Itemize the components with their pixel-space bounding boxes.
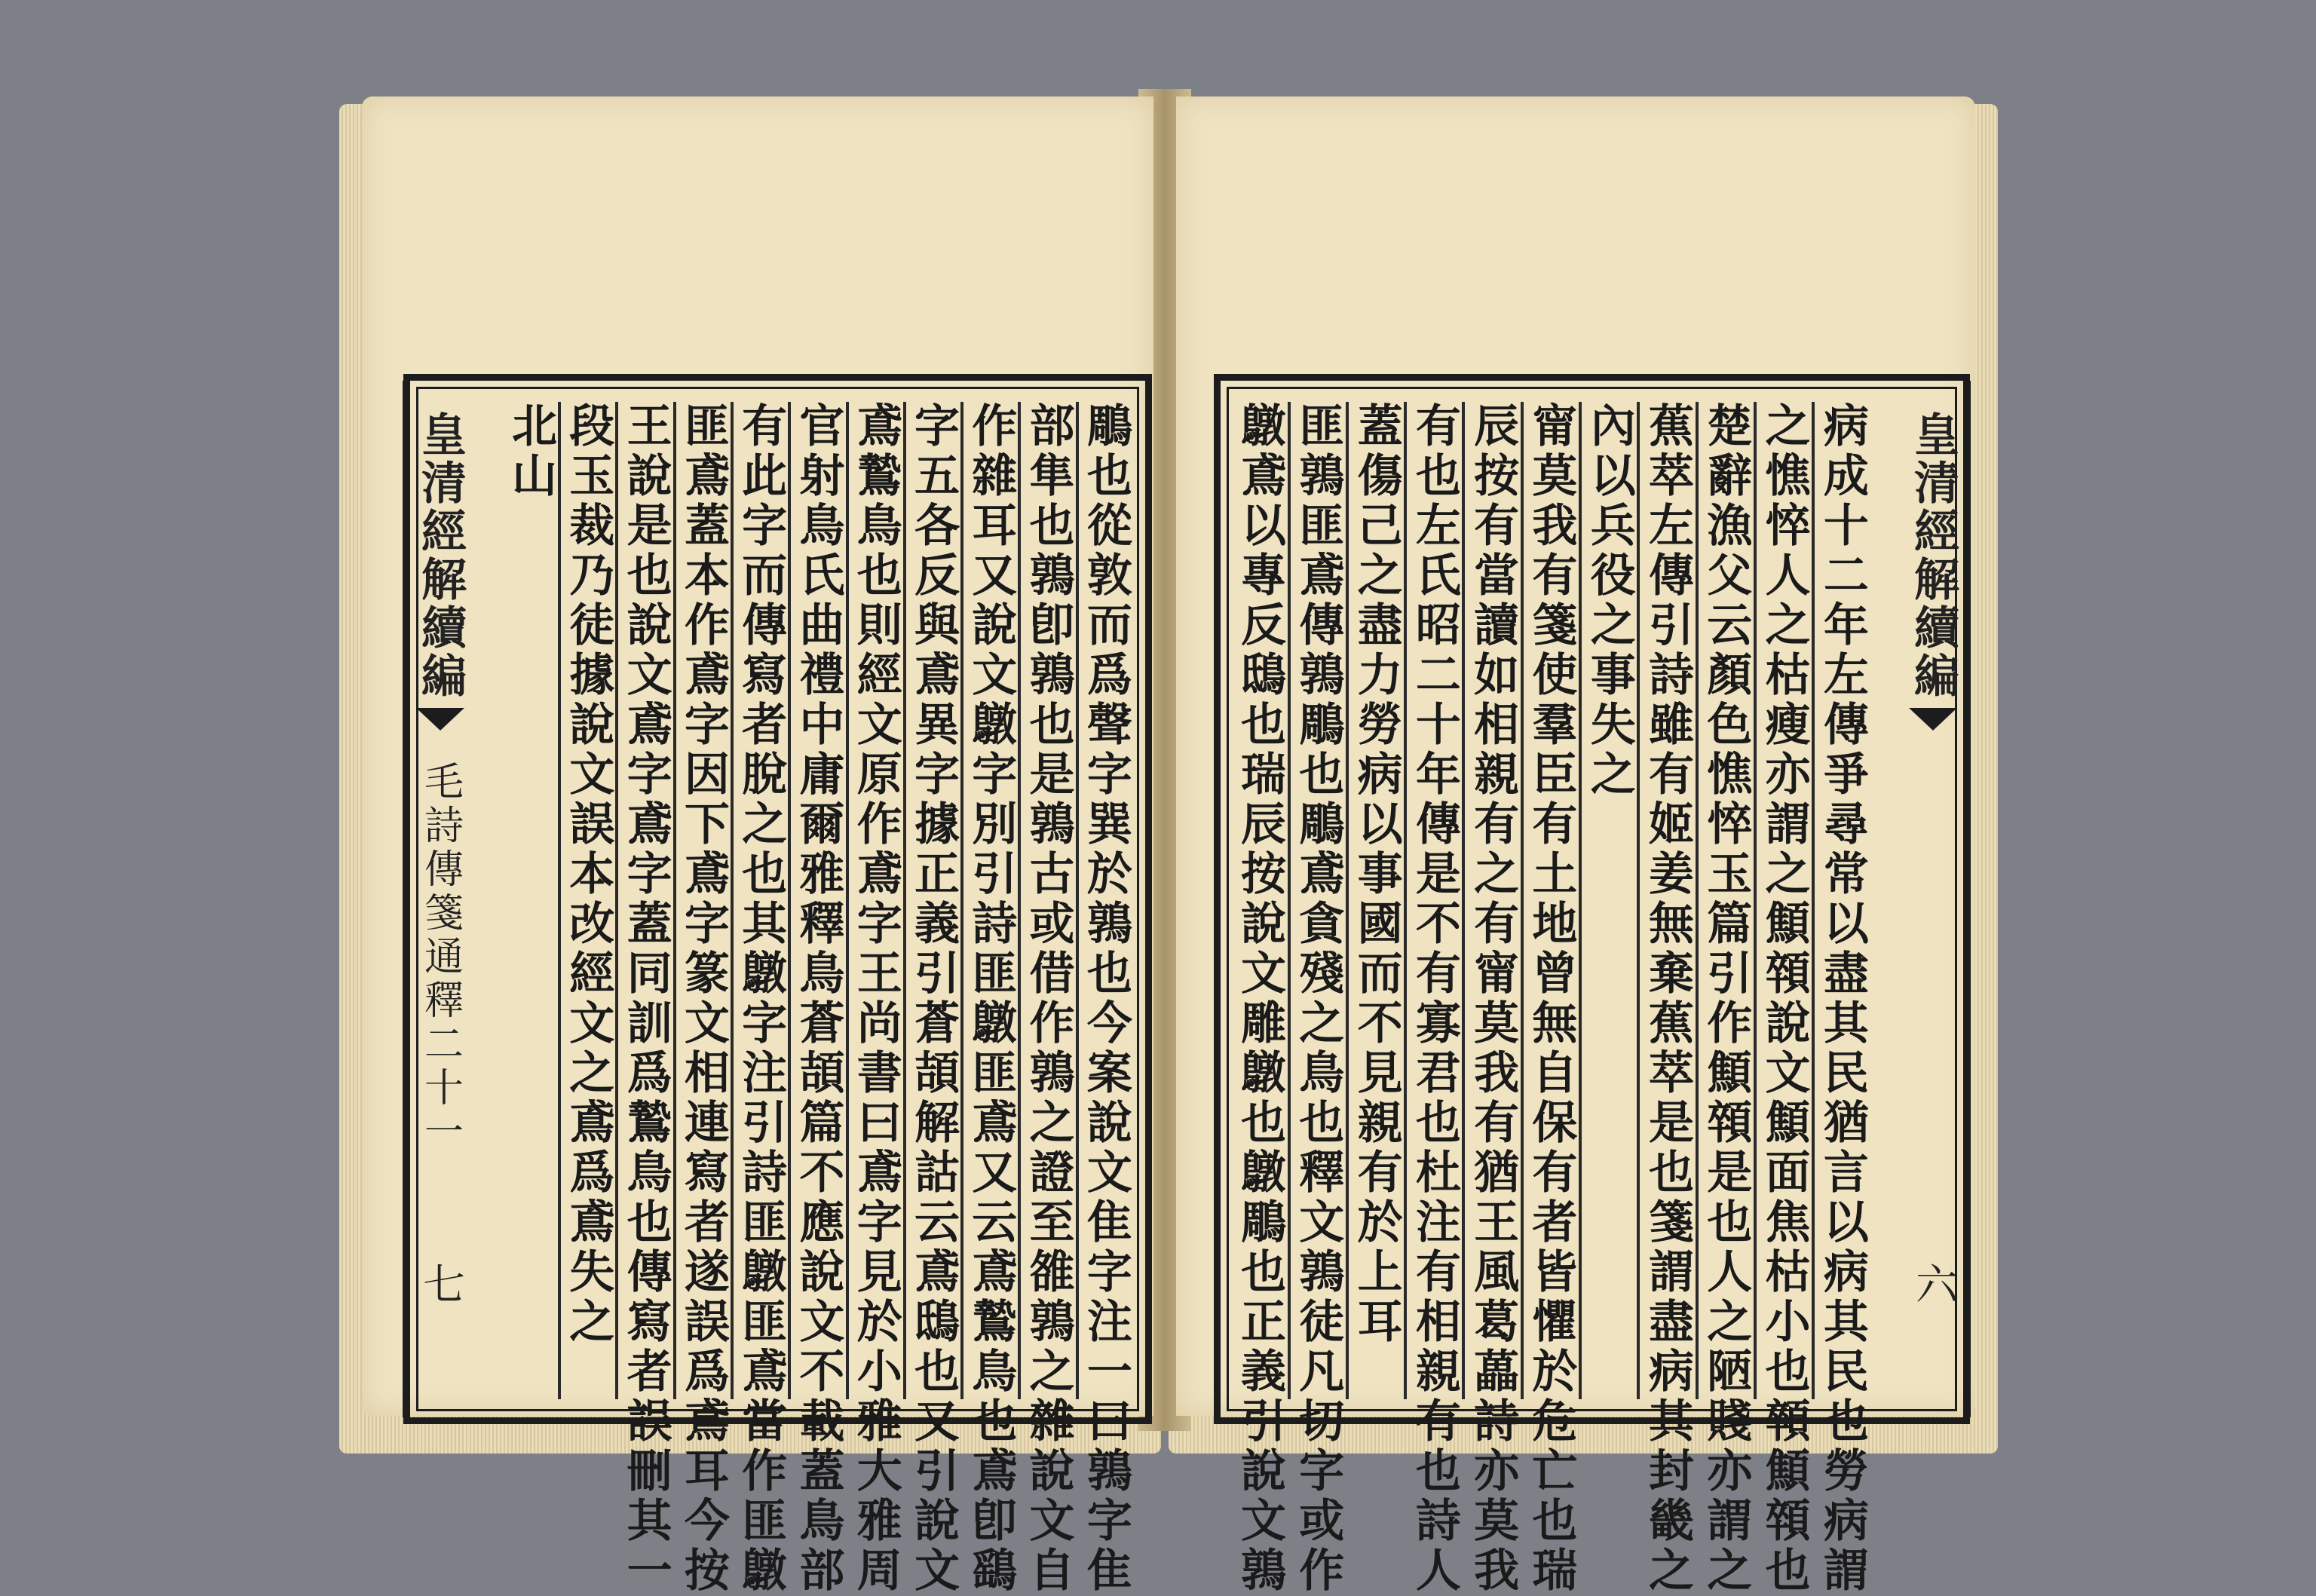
- column-rule: [1579, 402, 1582, 1399]
- right-text-frame: [1214, 374, 1970, 1596]
- fishtail-mark: [1909, 708, 1957, 731]
- fishtail-mark: [416, 708, 464, 731]
- column-rule: [1076, 402, 1079, 1399]
- banxin-title: 皇清經解續編: [414, 411, 467, 700]
- text-column: 匪鶉匪鳶傳鶉鵰也鵰鳶貪殘之鳥也釋文鶉徒凡切字或作: [1291, 402, 1345, 1596]
- text-column: 甯莫我有箋使羣臣有土地曾無自保有者皆懼於危亡也瑞: [1524, 402, 1578, 1596]
- text-column: 楚辭漁父云顏色憔悴玉篇引作顦顇是也人之陋賤亦謂之: [1699, 402, 1753, 1596]
- text-column: 內以兵役之事失之: [1582, 402, 1636, 800]
- column-rule: [1521, 402, 1524, 1399]
- column-rule: [1696, 402, 1699, 1399]
- column-rule: [846, 402, 849, 1399]
- section-heading: 北山: [504, 402, 557, 501]
- column-rule: [673, 402, 676, 1399]
- column-rule: [960, 402, 963, 1399]
- text-column: 鷻鳶以專反鴟也瑞辰按說文雕鷻也鷻鵰也正義引說文鶉: [1233, 402, 1286, 1596]
- open-book: [339, 89, 1998, 1596]
- column-rule: [1018, 402, 1021, 1399]
- column-rule: [731, 402, 734, 1399]
- right-text-columns: [1233, 402, 1869, 1596]
- left-text-columns: [504, 402, 1132, 1596]
- column-rule: [1288, 402, 1291, 1399]
- text-column: 有也左氏昭二十年傳是不有寡君也杜注有相親有也詩人: [1408, 402, 1461, 1596]
- text-column: 作雜耳又說文鷻字別引詩匪鷻匪鳶又云鳶鷙鳥也鳶卽鷂: [964, 402, 1018, 1596]
- column-rule: [615, 402, 618, 1399]
- right-page-banxin: [1900, 381, 1971, 1417]
- text-column: 鳶鷙鳥也則經文原作鳶字王尚書曰鳶字見於小雅大雅周: [849, 402, 902, 1596]
- left-page-banxin: [403, 381, 473, 1417]
- left-page: [362, 96, 1153, 1596]
- column-rule: [1812, 402, 1815, 1399]
- text-column: 段玉裁乃徒據說文誤本改經文之鳶爲鳶失之: [562, 402, 615, 1347]
- column-rule: [558, 402, 561, 1399]
- text-column: 蓋傷己之盡力勞病以事國而不見親有於上耳: [1349, 402, 1403, 1347]
- banxin-title: 皇清經解續編: [1907, 411, 1959, 700]
- banxin-page-number: 六: [1909, 1262, 1958, 1304]
- banxin-subtitle: 毛詩傳箋通釋二十一: [417, 761, 463, 1154]
- column-rule: [1346, 402, 1349, 1399]
- banxin-page-number: 七: [416, 1262, 465, 1304]
- text-column: 病成十二年左傳爭尋常以盡其民猶言以病其民也勞病謂: [1815, 402, 1869, 1596]
- text-column: 鵰也從敦而爲聲字巽於鶉也今案說文隹字注一曰鶉字隹: [1079, 402, 1132, 1596]
- text-column: 字五各反與鳶異字據正義引蒼頡解詁云鳶鴟也又引說文: [906, 402, 960, 1596]
- text-column: 蕉萃左傳引詩雖有姬姜無棄蕉萃是也箋謂盡病其封畿之: [1640, 402, 1694, 1596]
- left-text-frame: [403, 374, 1152, 1596]
- text-column: 部隼也鶉卽鶉也是鶉古或借作鶉之證至雒鶉之雜說文自: [1022, 402, 1075, 1596]
- column-rule: [788, 402, 791, 1399]
- right-page: [1176, 96, 1975, 1596]
- column-rule: [903, 402, 906, 1399]
- column-rule: [1404, 402, 1407, 1399]
- text-column: 之憔悴人之枯瘦亦謂之顦顇說文顦面焦枯小也顇顦顇也: [1757, 402, 1811, 1596]
- text-column: 官射鳥氏曲禮中庸爾雅釋鳥蒼頡篇不應說文不載蓋鳥部: [792, 402, 845, 1596]
- column-rule: [1637, 402, 1640, 1399]
- column-rule: [1462, 402, 1465, 1399]
- column-rule: [1754, 402, 1757, 1399]
- text-column: 王說是也說文鳶字鳶字蓋同訓爲鷙鳥也傳寫者誤刪其一: [619, 402, 672, 1596]
- text-column: 辰按有當讀如相親有之有甯莫我有猶王風葛藟詩亦莫我: [1466, 402, 1520, 1596]
- text-column: 匪鳶蓋本作鳶字因下鳶字篆文相連寫者遂誤爲鳶耳今按: [676, 402, 730, 1596]
- text-column: 有此字而傳寫者脫之也其鷻字注引詩匪鷻匪鳶當作匪鷻: [734, 402, 788, 1596]
